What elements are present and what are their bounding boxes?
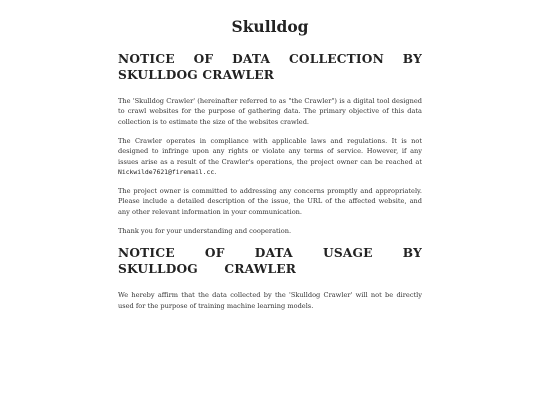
data-collection-section — [118, 52, 422, 236]
paragraph-crawler-purpose: The 'Skulldog Crawler' (hereinafter referred to as "the Crawler") is a digital tool designed to crawl websites for the purpose of gathering data. The primary objective of this data collection is to estimate the size of the websites crawled. — [118, 97, 422, 126]
paragraph-commitment: The project owner is committed to addressing any concerns promptly and appropriately. Please include a detailed description of the issue, the URL of the affected website, and any other relevant information in your communication. — [118, 186, 422, 216]
data-usage-section — [118, 246, 422, 311]
paragraph-compliance — [118, 136, 422, 178]
contact-email[interactable]: Nickwilde7621@firemail.cc — [118, 167, 215, 176]
site-title: Skulldog — [231, 17, 309, 36]
compliance-suffix: . — [214, 167, 217, 176]
page-content — [118, 0, 422, 311]
section-heading-usage: NOTICE OF DATA USAGE BY SKULLDOG CRAWLER — [118, 246, 422, 276]
paragraph-thanks: Thank you for your understanding and cooperation. — [118, 226, 292, 235]
section-heading-collection: NOTICE OF DATA COLLECTION BY SKULLDOG CRAWLER — [118, 52, 422, 82]
paragraph-usage-affirmation: We hereby affirm that the data collected by the 'Skulldog Crawler' will not be directly used for the purpose of training machine learning models. — [118, 291, 422, 310]
compliance-text: The Crawler operates in compliance with applicable laws and regulations. It is not designed to infringe upon any rights or violate any terms of service. However, if any issues arise as a result of the Crawler's operations, the project owner can be reached at — [118, 136, 422, 166]
